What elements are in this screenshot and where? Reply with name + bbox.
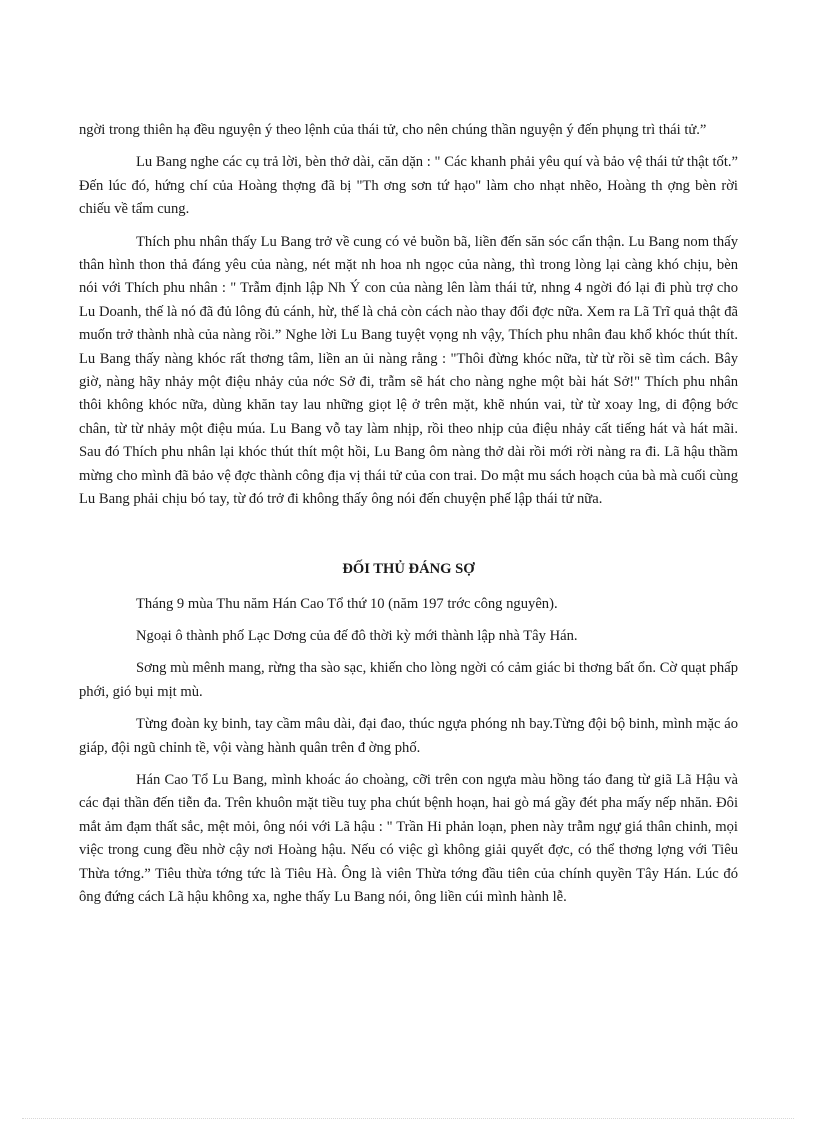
- paragraph-2: Lu Bang nghe các cụ trả lời, bèn thở dài, căn dặn : " Các khanh phải yêu quí và bảo vệ thái tử thật tốt.” Đến lúc đó, hứng chí của Hoàng thợng đã bị "Th ơng sơn tứ hạo" làm cho nhạt nhẽo, Hoàng th ợng bèn rời chiếu về tẩm cung.: [79, 154, 738, 218]
- paragraph-6: Sơng mù mênh mang, rừng tha sào sạc, khiến cho lòng ngời có cảm giác bi thơng bất ổn. Cờ quạt phấp phới, gió bụi mịt mù.: [79, 660, 738, 700]
- paragraph-8: Hán Cao Tổ Lu Bang, mình khoác áo choàng, cỡi trên con ngựa màu hồng táo đang từ giã Lã Hậu và các đại thần đến tiễn đa. Trên khuôn mặt tiều tuỵ pha chút bệnh hoạn, hai gò má gầy đét pha mấy nếp nhăn. Đôi mắt ảm đạm thất sắc, mệt mỏi, ông nói với Lã hậu : " Trần Hi phản loạn, phen này trẫm ngự giá thân chinh, mọi việc trong cung đều nhờ cậy nơi Hoàng hậu. Nếu có việc gì không giải quyết đợc, có thể thơng lợng với Tiêu Thừa tớng.” Tiêu thừa tớng tức là Tiêu Hà. Ông là viên Thừa tớng đầu tiên của chính quyền Tây Hán. Lúc đó ông đứng cách Lã hậu không xa, nghe thấy Lu Bang nói, ông liền cúi mình hành lễ.: [79, 771, 738, 905]
- paragraph-4: Tháng 9 mùa Thu năm Hán Cao Tổ thứ 10 (năm 197 trớc công nguyên).: [136, 595, 558, 612]
- section-title: ĐỐI THỦ ĐÁNG SỢ: [342, 560, 475, 577]
- paragraph-3: Thích phu nhân thấy Lu Bang trở về cung có vẻ buồn bã, liền đến săn sóc cẩn thận. Lu Bang nom thấy thân hình thon thả đáng yêu của nàng, nét mặt nh hoa nh ngọc của nàng, thì trong lòng lại càng khó chịu, bèn nói với Thích phu nhân : " Trẫm định lập Nh Ý con của nàng lên làm thái tử, nhng 4 ngời đó lại đi phù trợ cho Lu Doanh, thế là nó đã đủ lông đủ cánh, hừ, thế là chả còn cách nào thay đổi đợc nữa. Xem ra Lã Trĩ quả thật đã muốn trở thành nhà của nàng rồi.” Nghe lời Lu Bang tuyệt vọng nh vậy, Thích phu nhân đau khổ khóc thút thít. Lu Bang thấy nàng khóc rất thơng tâm, liền an ủi nàng rằng : "Thôi đừng khóc nữa, từ từ rồi sẽ tìm cách. Bây giờ, nàng hãy nhảy một điệu nhảy của nớc Sở đi, trẫm sẽ hát cho nàng nghe một bài hát Sở!" Thích phu nhân thôi không khóc nữa, dùng khăn tay lau những giọt lệ ở trên mặt, khẽ nhún vai, từ từ xoay lng, di động bớc chân, từ từ nhảy một điệu múa. Lu Bang vỗ tay làm nhịp, rồi theo nhịp của điệu nhảy cất tiếng hát và hát mãi. Sau đó Thích phu nhân lại khóc thút thít một hồi, Lu Bang ôm nàng thở dài rồi mới rời nàng ra đi. Lã hậu thầm mừng cho mình đã bảo vệ đợc thành công địa vị thái tử của con trai. Do mật mu sách hoạch của bà mà cuối cùng Lu Bang phải chịu bó tay, từ đó trở đi không thấy ông nói đến chuyện phế lập thái tử nữa.: [79, 233, 738, 508]
- document-page: [79, 119, 738, 919]
- paragraph-7: Từng đoàn kỵ binh, tay cầm mâu dài, đại đao, thúc ngựa phóng nh bay.Từng đội bộ binh, mình mặc áo giáp, đội ngũ chỉnh tề, vội vàng hành quân trên đ ờng phố.: [79, 716, 738, 756]
- paragraph-1: ngời trong thiên hạ đều nguyện ý theo lệnh của thái tử, cho nên chúng thần nguyện ý đến phụng trì thái tử.”: [79, 122, 707, 138]
- page-bottom-border: [22, 1118, 794, 1119]
- paragraph-5: Ngoại ô thành phố Lạc Dơng của đế đô thời kỳ mới thành lập nhà Tây Hán.: [136, 627, 578, 644]
